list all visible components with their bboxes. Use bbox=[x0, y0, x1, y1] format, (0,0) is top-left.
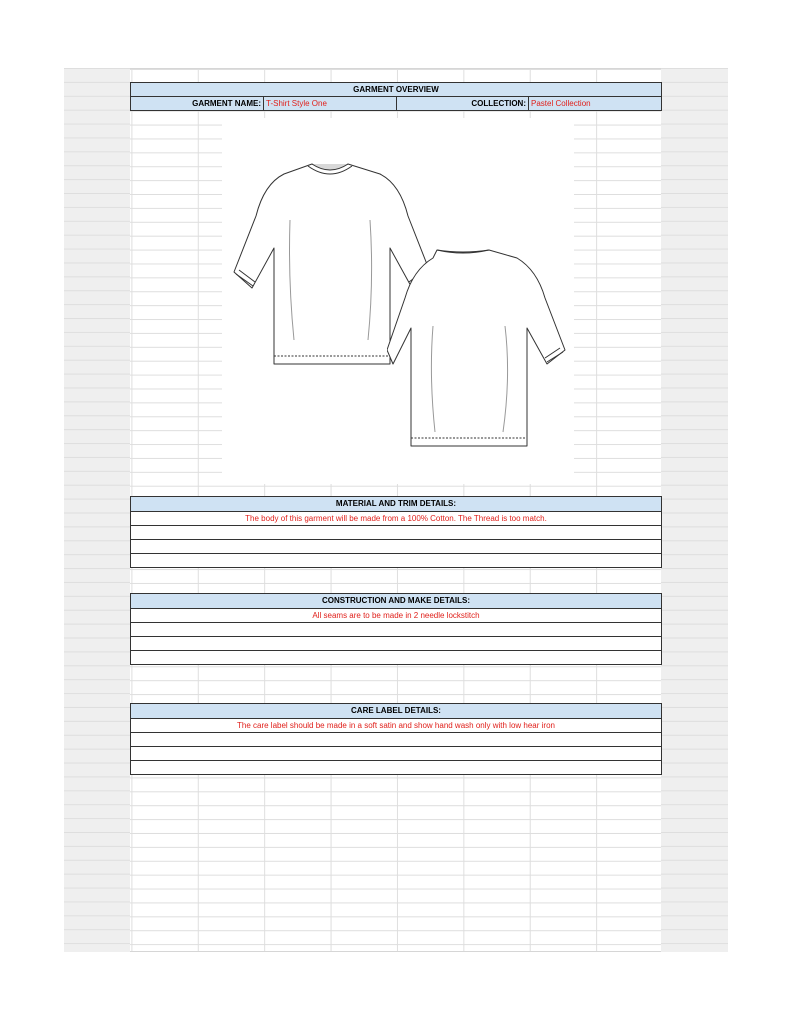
tshirt-back-sketch bbox=[387, 246, 569, 454]
material-trim-empty-row[interactable] bbox=[131, 540, 661, 554]
material-trim-title: MATERIAL AND TRIM DETAILS: bbox=[131, 497, 661, 512]
collection-label: COLLECTION: bbox=[471, 99, 526, 108]
construction-title: CONSTRUCTION AND MAKE DETAILS: bbox=[131, 594, 661, 609]
garment-name-label: GARMENT NAME: bbox=[192, 99, 261, 108]
collection-value[interactable]: Pastel Collection bbox=[531, 99, 591, 108]
care-label-empty-row[interactable] bbox=[131, 761, 661, 774]
right-margin-column bbox=[661, 68, 728, 952]
garment-overview-title: GARMENT OVERVIEW bbox=[130, 82, 662, 97]
care-label-empty-row[interactable] bbox=[131, 747, 661, 761]
care-label-title: CARE LABEL DETAILS: bbox=[131, 704, 661, 719]
material-trim-section bbox=[130, 496, 662, 568]
construction-text[interactable]: All seams are to be made in 2 needle lockstitch bbox=[131, 609, 661, 623]
left-margin-column bbox=[64, 68, 130, 952]
construction-section bbox=[130, 593, 662, 665]
cell-divider bbox=[528, 97, 529, 110]
care-label-empty-row[interactable] bbox=[131, 733, 661, 747]
garment-sketch-area bbox=[222, 118, 574, 484]
garment-name-value[interactable]: T-Shirt Style One bbox=[266, 99, 327, 108]
care-label-text[interactable]: The care label should be made in a soft satin and show hand wash only with low hear iron bbox=[131, 719, 661, 733]
construction-empty-row[interactable] bbox=[131, 637, 661, 651]
care-label-section bbox=[130, 703, 662, 775]
material-trim-empty-row[interactable] bbox=[131, 526, 661, 540]
cell-divider bbox=[263, 97, 264, 110]
material-trim-empty-row[interactable] bbox=[131, 554, 661, 567]
garment-overview-row bbox=[130, 96, 662, 111]
construction-empty-row[interactable] bbox=[131, 623, 661, 637]
construction-empty-row[interactable] bbox=[131, 651, 661, 664]
material-trim-text[interactable]: The body of this garment will be made from a 100% Cotton. The Thread is too match. bbox=[131, 512, 661, 526]
